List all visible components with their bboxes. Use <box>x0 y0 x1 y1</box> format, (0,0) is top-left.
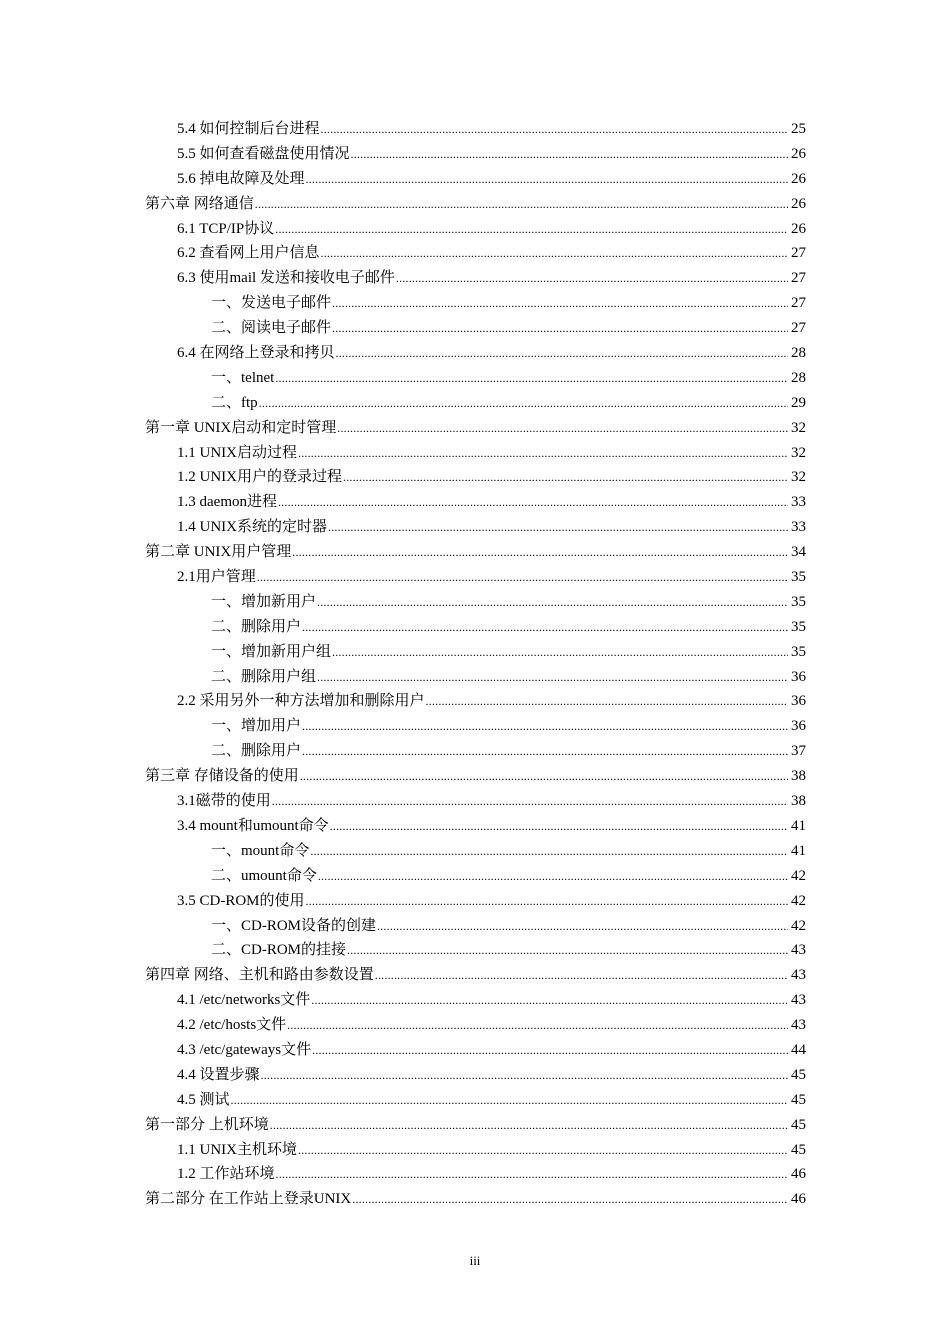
toc-entry-title: 二、删除用户 <box>211 618 302 635</box>
toc-entry[interactable] <box>0 316 950 341</box>
toc-entry-page: 35 <box>791 618 806 635</box>
toc-entry-page: 41 <box>791 817 806 834</box>
toc-entry-title: 5.5 如何查看磁盘使用情况 <box>177 145 350 162</box>
toc-entry-page: 27 <box>791 295 806 312</box>
toc-entry[interactable] <box>0 714 950 739</box>
dot-leader <box>332 316 788 341</box>
toc-entry[interactable] <box>0 789 950 814</box>
dot-leader <box>317 590 788 615</box>
toc-entry[interactable] <box>0 814 950 839</box>
dot-leader <box>377 914 788 939</box>
toc-entry-title: 二、阅读电子邮件 <box>211 320 332 337</box>
toc-entry-title: 1.2 工作站环境 <box>177 1166 275 1183</box>
toc-entry[interactable] <box>0 1162 950 1187</box>
dot-leader <box>330 814 788 839</box>
toc-entry[interactable] <box>0 1088 950 1113</box>
toc-entry-page: 32 <box>791 419 806 436</box>
toc-entry-title: 一、发送电子邮件 <box>211 295 332 312</box>
toc-entry-page: 42 <box>791 917 806 934</box>
toc-entry-title: 一、增加新用户组 <box>211 643 332 660</box>
toc-entry[interactable] <box>0 938 950 963</box>
toc-entry[interactable] <box>0 565 950 590</box>
toc-entry-title: 一、mount命令 <box>211 842 310 859</box>
toc-entry-page: 27 <box>791 245 806 262</box>
dot-leader <box>318 864 788 889</box>
toc-entry-page: 26 <box>791 170 806 187</box>
dot-leader <box>336 341 788 366</box>
toc-entry-page: 42 <box>791 892 806 909</box>
toc-entry-page: 38 <box>791 793 806 810</box>
dot-leader <box>300 764 788 789</box>
toc-entry[interactable] <box>0 266 950 291</box>
toc-entry-page: 27 <box>791 320 806 337</box>
dot-leader <box>231 1088 788 1113</box>
toc-entry[interactable] <box>0 291 950 316</box>
toc-entry[interactable] <box>0 1187 950 1212</box>
dot-leader <box>332 291 788 316</box>
toc-entry[interactable] <box>0 465 950 490</box>
dot-leader <box>321 117 788 142</box>
toc-entry-title: 一、telnet <box>211 369 275 386</box>
dot-leader <box>275 217 788 242</box>
dot-leader <box>259 391 788 416</box>
toc-entry-title: 1.2 UNIX用户的登录过程 <box>177 469 342 486</box>
toc-entry-page: 29 <box>791 394 806 411</box>
dot-leader <box>321 241 788 266</box>
toc-entry[interactable] <box>0 739 950 764</box>
toc-entry-page: 43 <box>791 942 806 959</box>
dot-leader <box>337 416 788 441</box>
toc-entry-page: 32 <box>791 469 806 486</box>
dot-leader <box>328 515 788 540</box>
toc-entry-title: 二、umount命令 <box>211 867 317 884</box>
toc-entry-title: 一、增加新用户 <box>211 593 317 610</box>
toc-entry-page: 33 <box>791 519 806 536</box>
toc-entry-title: 1.1 UNIX主机环境 <box>177 1141 297 1158</box>
dot-leader <box>255 192 788 217</box>
page-number: iii <box>469 1253 481 1268</box>
toc-entry-page: 36 <box>791 693 806 710</box>
toc-entry[interactable] <box>0 665 950 690</box>
toc-entry-title: 4.5 测试 <box>177 1091 230 1108</box>
toc-entry-page: 46 <box>791 1166 806 1183</box>
dot-leader <box>298 1138 788 1163</box>
dot-leader <box>332 640 788 665</box>
dot-leader <box>261 1063 788 1088</box>
toc-entry[interactable] <box>0 515 950 540</box>
toc-entry[interactable] <box>0 590 950 615</box>
toc-entry-title: 二、CD-ROM的挂接 <box>211 942 347 959</box>
dot-leader <box>302 714 788 739</box>
toc-entry-page: 33 <box>791 494 806 511</box>
toc-entry-title: 4.3 /etc/gateways文件 <box>177 1041 312 1058</box>
toc-entry[interactable] <box>0 889 950 914</box>
dot-leader <box>272 789 788 814</box>
toc-entry-title: 4.4 设置步骤 <box>177 1066 260 1083</box>
toc-entry[interactable] <box>0 640 950 665</box>
toc-entry-page: 43 <box>791 967 806 984</box>
toc-entry-title: 第一部分 上机环境 <box>145 1116 269 1133</box>
dot-leader <box>292 540 788 565</box>
toc-entry[interactable] <box>0 391 950 416</box>
toc-entry-title: 4.1 /etc/networks文件 <box>177 992 311 1009</box>
dot-leader <box>298 441 788 466</box>
toc-entry[interactable] <box>0 764 950 789</box>
toc-entry-page: 35 <box>791 643 806 660</box>
dot-leader <box>302 739 788 764</box>
toc-entry-page: 41 <box>791 842 806 859</box>
toc-entry-title: 4.2 /etc/hosts文件 <box>177 1017 287 1034</box>
toc-entry-title: 第二章 UNIX用户管理 <box>145 544 292 561</box>
toc-entry[interactable] <box>0 1138 950 1163</box>
toc-entry-title: 一、增加用户 <box>211 718 302 735</box>
toc-entry[interactable] <box>0 1063 950 1088</box>
toc-entry-title: 一、CD-ROM设备的创建 <box>211 917 377 934</box>
toc-entry-page: 28 <box>791 369 806 386</box>
toc-entry-page: 45 <box>791 1066 806 1083</box>
toc-entry-page: 35 <box>791 569 806 586</box>
toc-entry[interactable] <box>0 416 950 441</box>
toc-entry-title: 3.5 CD-ROM的使用 <box>177 892 305 909</box>
dot-leader <box>306 167 788 192</box>
toc-entry-page: 35 <box>791 593 806 610</box>
toc-entry-title: 二、ftp <box>211 394 258 411</box>
dot-leader <box>396 266 788 291</box>
dot-leader <box>302 615 788 640</box>
toc-entry[interactable] <box>0 167 950 192</box>
toc-entry-title: 6.4 在网络上登录和拷贝 <box>177 345 335 362</box>
dot-leader <box>351 142 788 167</box>
toc-entry[interactable] <box>0 864 950 889</box>
toc-entry-title: 1.4 UNIX系统的定时器 <box>177 519 327 536</box>
toc-entry-page: 27 <box>791 270 806 287</box>
toc-entry-page: 25 <box>791 121 806 137</box>
dot-leader <box>276 1162 788 1187</box>
toc-entry[interactable] <box>0 1038 950 1063</box>
toc-entry-title: 2.1用户管理 <box>177 569 256 586</box>
toc-entry[interactable] <box>0 241 950 266</box>
toc-entry-page: 36 <box>791 718 806 735</box>
toc-entry-page: 43 <box>791 992 806 1009</box>
toc-entry-title: 第四章 网络、主机和路由参数设置 <box>145 967 374 984</box>
dot-leader <box>270 1113 788 1138</box>
dot-leader <box>311 988 788 1013</box>
toc-entry-title: 6.2 查看网上用户信息 <box>177 245 320 262</box>
toc-entry-page: 45 <box>791 1116 806 1133</box>
dot-leader <box>257 565 788 590</box>
toc-entry-title: 3.4 mount和umount命令 <box>177 817 329 834</box>
toc-entry[interactable] <box>0 441 950 466</box>
table-of-contents <box>0 117 950 1212</box>
toc-entry-page: 45 <box>791 1141 806 1158</box>
toc-entry-title: 第二部分 在工作站上登录UNIX <box>145 1191 352 1208</box>
toc-entry[interactable] <box>0 615 950 640</box>
toc-entry[interactable] <box>0 192 950 217</box>
dot-leader <box>275 366 788 391</box>
toc-entry[interactable] <box>0 490 950 515</box>
dot-leader <box>312 1038 788 1063</box>
toc-entry-title: 5.6 掉电故障及处理 <box>177 170 305 187</box>
dot-leader <box>287 1013 788 1038</box>
toc-entry-page: 37 <box>791 743 806 760</box>
toc-entry-page: 26 <box>791 220 806 237</box>
toc-entry-title: 第三章 存储设备的使用 <box>145 768 299 785</box>
toc-entry[interactable] <box>0 839 950 864</box>
dot-leader <box>317 665 788 690</box>
dot-leader <box>347 938 788 963</box>
toc-entry[interactable] <box>0 366 950 391</box>
toc-entry-page: 32 <box>791 444 806 461</box>
toc-entry-page: 26 <box>791 145 806 162</box>
toc-entry-page: 38 <box>791 768 806 785</box>
toc-entry-title: 6.1 TCP/IP协议 <box>177 220 275 237</box>
toc-entry[interactable] <box>0 914 950 939</box>
dot-leader <box>426 689 788 714</box>
toc-entry-page: 36 <box>791 668 806 685</box>
dot-leader <box>375 963 788 988</box>
toc-entry-page: 34 <box>791 544 806 561</box>
toc-entry[interactable] <box>0 217 950 242</box>
toc-entry-title: 5.4 如何控制后台进程 <box>177 121 320 137</box>
toc-entry-title: 1.1 UNIX启动过程 <box>177 444 297 461</box>
toc-entry[interactable] <box>0 540 950 565</box>
toc-entry[interactable] <box>0 988 950 1013</box>
toc-entry[interactable] <box>0 341 950 366</box>
toc-entry-title: 3.1磁带的使用 <box>177 793 271 810</box>
toc-entry-page: 45 <box>791 1091 806 1108</box>
toc-entry[interactable] <box>0 117 950 142</box>
toc-entry-page: 44 <box>791 1041 806 1058</box>
toc-entry[interactable] <box>0 963 950 988</box>
dot-leader <box>352 1187 788 1212</box>
toc-entry-title: 二、删除用户 <box>211 743 302 760</box>
toc-entry-title: 第一章 UNIX启动和定时管理 <box>145 419 337 436</box>
toc-entry[interactable] <box>0 689 950 714</box>
dot-leader <box>310 839 788 864</box>
toc-entry[interactable] <box>0 1113 950 1138</box>
toc-entry-title: 6.3 使用mail 发送和接收电子邮件 <box>177 270 395 287</box>
toc-entry-page: 43 <box>791 1017 806 1034</box>
dot-leader <box>306 889 788 914</box>
toc-entry[interactable] <box>0 142 950 167</box>
toc-entry-title: 1.3 daemon进程 <box>177 494 277 511</box>
dot-leader <box>278 490 788 515</box>
toc-entry-page: 42 <box>791 867 806 884</box>
toc-entry-title: 第六章 网络通信 <box>145 195 254 212</box>
toc-entry-page: 46 <box>791 1191 806 1208</box>
toc-entry-page: 28 <box>791 345 806 362</box>
dot-leader <box>343 465 788 490</box>
toc-entry[interactable] <box>0 1013 950 1038</box>
toc-entry-title: 二、删除用户组 <box>211 668 317 685</box>
toc-entry-title: 2.2 采用另外一种方法增加和删除用户 <box>177 693 425 710</box>
toc-entry-page: 26 <box>791 195 806 212</box>
